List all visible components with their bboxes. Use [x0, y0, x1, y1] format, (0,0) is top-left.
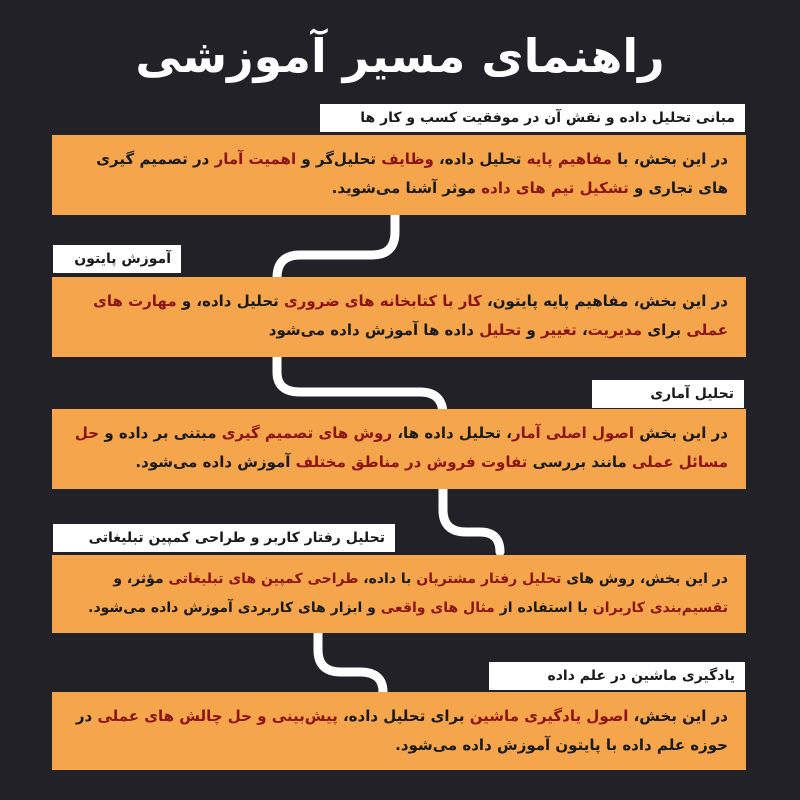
section-1-box	[52, 135, 746, 215]
body-text: در این بخش، روش های	[561, 571, 728, 587]
highlight-text: تفاوت فروش در مناطق مختلف	[295, 453, 528, 471]
section-2-text	[93, 292, 728, 339]
body-text: داده ها آموزش داده می‌شود	[268, 321, 480, 339]
body-text: در این بخش	[634, 424, 728, 442]
body-text: در این بخش،	[628, 707, 728, 725]
section-4-box	[52, 555, 746, 633]
highlight-text: مثال های واقعی	[380, 600, 495, 616]
connector-line	[277, 214, 500, 552]
highlight-text: مدیریت	[587, 321, 643, 339]
body-text: مبتنی بر داده و	[99, 424, 222, 442]
body-text: برای	[642, 321, 687, 339]
body-text: آموزش داده می‌شود.	[135, 453, 296, 471]
body-text: با داده،	[358, 571, 417, 587]
highlight-text: مهارت های عملی	[93, 292, 728, 339]
body-text: تحلیل داده،	[433, 150, 527, 168]
body-text: ،	[576, 321, 588, 339]
body-text: مانند بررسی	[527, 453, 632, 471]
page-title: راهنمای مسیر آموزشی	[135, 29, 665, 83]
highlight-text: تغییر	[541, 321, 577, 339]
body-text: در این بخش، با	[611, 150, 728, 168]
section-5-text	[76, 707, 728, 754]
section-5-box	[52, 692, 746, 770]
highlight-text: تحلیل رفتار مشتریان	[416, 571, 562, 587]
body-text: در تصمیم گیری های تجاری و	[96, 150, 728, 197]
section-2-box	[52, 277, 746, 357]
highlight-text: طراحی کمپین های تبلیغاتی	[168, 571, 359, 587]
highlight-text: تحلیل	[479, 321, 522, 339]
body-text: مؤثر، و	[113, 571, 169, 587]
highlight-text: مفاهیم پایه	[526, 150, 612, 168]
section-3-box	[52, 409, 746, 489]
section-5-heading: یادگیری ماشین در علم داده	[489, 662, 745, 690]
highlight-text: پیش‌بینی و حل چالش های عملی	[97, 707, 338, 725]
body-text: در این بخش، مفاهیم پایه پایتون،	[481, 292, 728, 310]
section-3-text	[75, 424, 728, 471]
connector-line-lower	[318, 632, 383, 692]
body-text: با استفاده از	[494, 600, 593, 616]
section-4-heading: تحلیل رفتار کاربر و طراحی کمپین تبلیغاتی	[53, 524, 395, 552]
highlight-text: تشکیل تیم های داده	[481, 179, 629, 197]
body-text: و	[521, 321, 542, 339]
section-1-heading: مبانی تحلیل داده و نقش آن در موفقیت کسب و کار ها	[320, 104, 745, 132]
highlight-text: حل مسائل عملی	[74, 424, 728, 471]
body-text: و ابزار های کاربردی آموزش داده می‌شود.	[88, 600, 381, 616]
section-3-heading: تحلیل آماری	[592, 380, 744, 408]
highlight-text: روش های تصمیم گیری	[221, 424, 393, 442]
section-4-text	[88, 571, 728, 616]
highlight-text: اصول یادگیری ماشین	[469, 707, 629, 725]
body-text: ، تحلیل داده ها،	[392, 424, 512, 442]
body-text: موثر آشنا می‌شوید.	[331, 179, 482, 197]
body-text: برای تحلیل داده،	[337, 707, 470, 725]
body-text: در حوزه علم داده با پایتون آموزش داده می‌شود.	[75, 707, 728, 754]
section-1-text	[96, 150, 728, 197]
body-text: تحلیل‌گر و	[296, 150, 382, 168]
highlight-text: کار با کتابخانه های ضروری	[284, 292, 482, 310]
highlight-text: اصول اصلی آمار	[511, 424, 635, 442]
section-2-heading: آموزش پایتون	[53, 245, 181, 273]
body-text: تحلیل داده، و	[176, 292, 285, 310]
highlight-text: اهمیت آمار	[214, 150, 297, 168]
highlight-text: وظایف	[381, 150, 434, 168]
highlight-text: تقسیم‌بندی کاربران	[592, 600, 728, 616]
